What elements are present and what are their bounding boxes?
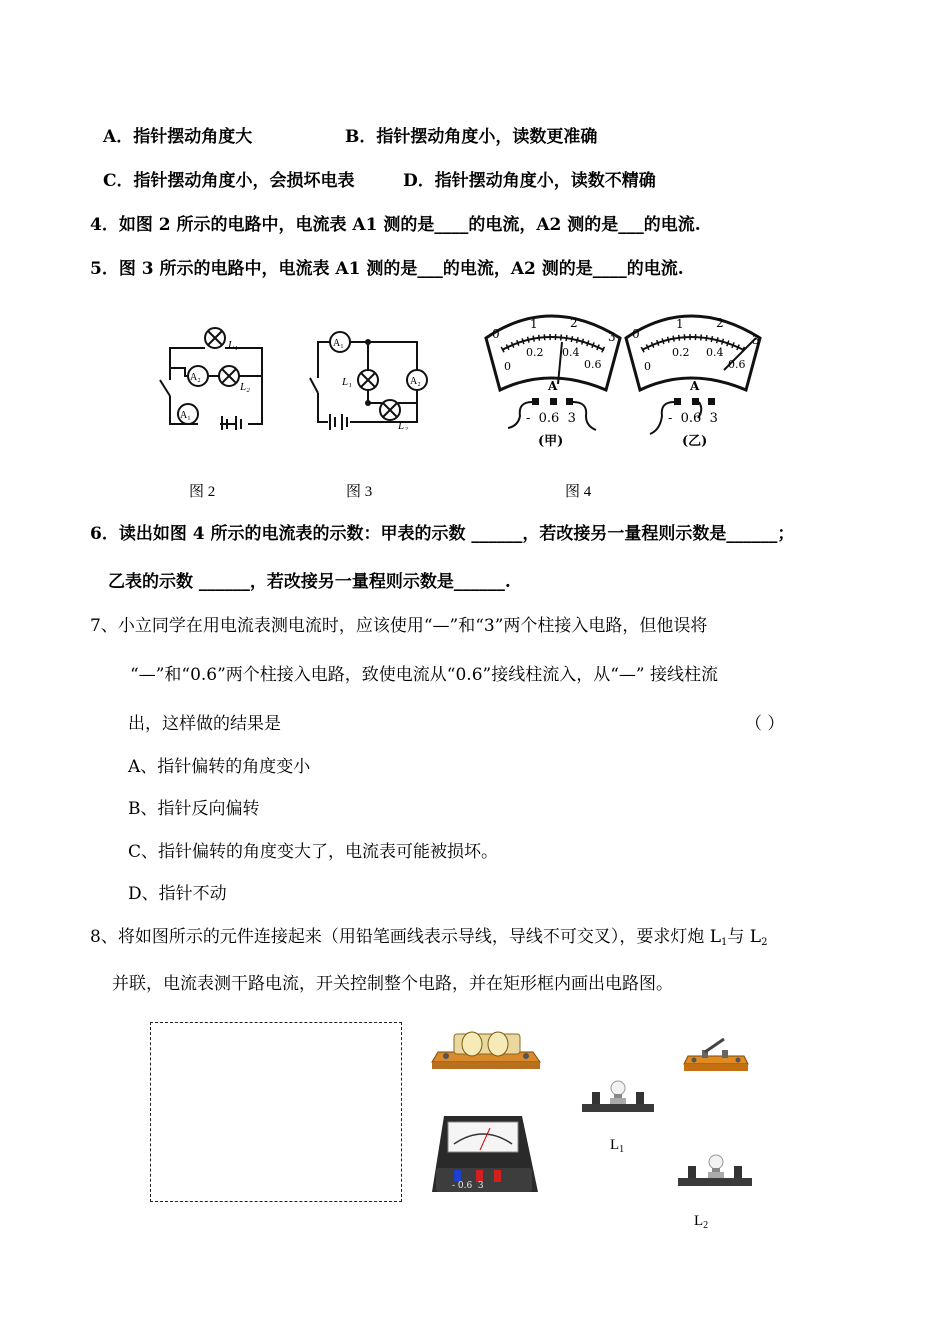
fig3-a1-label: A₁ bbox=[333, 338, 344, 349]
q7-option-b: B、指针反向偏转 bbox=[128, 799, 260, 819]
q7-option-d: D、指针不动 bbox=[128, 884, 227, 904]
option-d: D．指针摆动角度小，读数不精确 bbox=[403, 171, 656, 191]
option-b: B．指针摆动角度小，读数更准确 bbox=[345, 127, 598, 147]
figure-2-circuit bbox=[150, 318, 270, 430]
figure-3-circuit bbox=[300, 318, 430, 430]
svg-text:0.6: 0.6 bbox=[728, 358, 746, 371]
svg-text:(甲): (甲) bbox=[538, 434, 564, 449]
lamp-l2-image bbox=[676, 1150, 754, 1190]
battery-holder-image bbox=[428, 1024, 543, 1072]
circuit-drawing-box[interactable] bbox=[150, 1022, 402, 1202]
option-a: A．指针摆动角度大 bbox=[103, 127, 253, 147]
svg-text:0.6: 0.6 bbox=[584, 358, 602, 371]
question-6-line2: 乙表的示数 ______，若改接另一量程则示数是______. bbox=[108, 572, 511, 592]
q7-option-a: A、指针偏转的角度变小 bbox=[128, 757, 311, 777]
lamp-l1-image bbox=[580, 1076, 656, 1116]
q7-option-c: C、指针偏转的角度变大了，电流表可能被损坏。 bbox=[128, 842, 499, 862]
svg-text:0: 0 bbox=[644, 360, 651, 373]
question-7-line2: “—”和“0.6”两个柱接入电路，致使电流从“0.6”接线柱流入，从“—” 接线柱流 bbox=[130, 665, 719, 685]
figure-3-caption: 图 3 bbox=[346, 484, 373, 500]
meter-yi bbox=[626, 316, 760, 449]
svg-text:(乙): (乙) bbox=[682, 434, 708, 449]
svg-text:3: 3 bbox=[752, 333, 760, 347]
meter-jia bbox=[486, 316, 620, 449]
question-8-line1: 8、将如图所示的元件连接起来（用铅笔画线表示导线，导线不可交叉），要求灯炮 $L_1$与 $L_2$ bbox=[90, 927, 768, 948]
option-c: C．指针摆动角度小，会损坏电表 bbox=[103, 171, 355, 191]
svg-text:2: 2 bbox=[716, 316, 724, 330]
svg-text:0: 0 bbox=[492, 327, 500, 341]
fig3-a2-label: A₂ bbox=[410, 376, 421, 387]
question-6-line1: 6．读出如图 4 所示的电流表的示数：甲表的示数 ______，若改接另一量程则示数是______； bbox=[90, 524, 795, 544]
question-5: 5．图 3 所示的电路中，电流表 A1 测的是___的电流，A2 测的是____的电流. bbox=[90, 259, 684, 279]
lamp-l2-label: $L_2$ bbox=[694, 1213, 709, 1231]
figure-4-meters bbox=[478, 298, 768, 468]
fig2-a1-label: A₁ bbox=[180, 410, 191, 421]
svg-text:0.2: 0.2 bbox=[526, 346, 544, 359]
fig2-l1-label: L₁ bbox=[228, 339, 238, 351]
svg-text:A: A bbox=[690, 379, 700, 393]
svg-text:3: 3 bbox=[608, 330, 616, 344]
fig3-l1-label: L₁ bbox=[342, 376, 352, 388]
svg-text:0.2: 0.2 bbox=[672, 346, 690, 359]
svg-text:0: 0 bbox=[632, 327, 640, 341]
svg-text:- 0.6 3: - 0.6 3 bbox=[526, 411, 576, 426]
lamp-l1-label: $L_1$ bbox=[610, 1137, 625, 1155]
figure-4-caption: 图 4 bbox=[565, 484, 592, 500]
question-8-line2: 并联，电流表测干路电流，开关控制整个电路，并在矩形框内画出电路图。 bbox=[112, 974, 673, 994]
ammeter-image bbox=[430, 1110, 540, 1202]
answer-bracket: （ ） bbox=[745, 714, 785, 734]
svg-text:A: A bbox=[548, 379, 558, 393]
question-7-line1: 7、小立同学在用电流表测电流时，应该使用“—”和“3”两个柱接入电路，但他误将 bbox=[90, 616, 708, 636]
fig3-l2-label: L₂ bbox=[398, 420, 408, 430]
svg-text:- 0.6 3: - 0.6 3 bbox=[668, 411, 718, 426]
svg-text:0.4: 0.4 bbox=[562, 346, 580, 359]
fig2-l2-label: L₂ bbox=[240, 381, 250, 393]
svg-text:0: 0 bbox=[504, 360, 511, 373]
svg-text:- 0.6 3: - 0.6 3 bbox=[452, 1181, 484, 1191]
fig2-a2-label: A₂ bbox=[190, 372, 201, 383]
svg-text:1: 1 bbox=[676, 317, 684, 331]
svg-text:1: 1 bbox=[530, 317, 538, 331]
figure-2-caption: 图 2 bbox=[189, 484, 216, 500]
question-7-line3: 出，这样做的结果是 bbox=[128, 714, 281, 734]
svg-text:0.4: 0.4 bbox=[706, 346, 724, 359]
svg-text:2: 2 bbox=[570, 316, 578, 330]
question-4: 4．如图 2 所示的电路中，电流表 A1 测的是____的电流，A2 测的是___的电流. bbox=[90, 215, 701, 235]
switch-image bbox=[682, 1034, 750, 1074]
